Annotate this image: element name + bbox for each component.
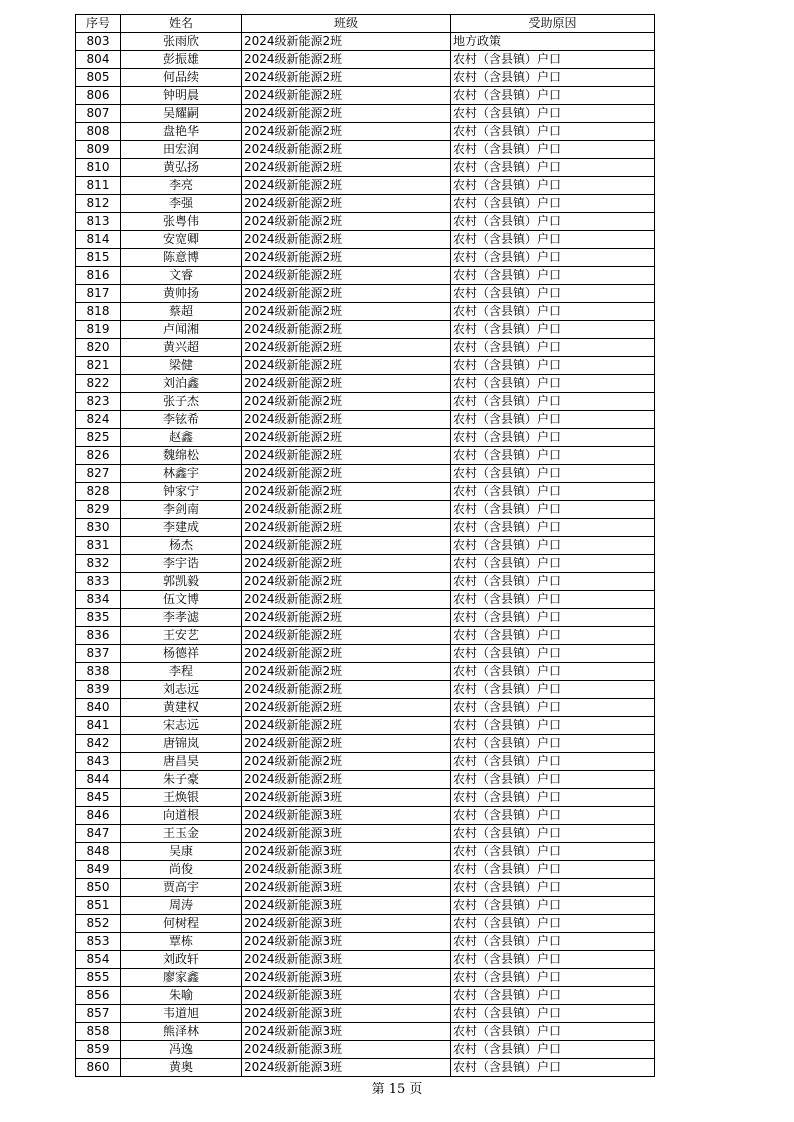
serial-cell: 816 bbox=[76, 267, 121, 285]
class-cell: 2024级新能源2班 bbox=[242, 465, 451, 483]
name-cell: 李建成 bbox=[121, 519, 242, 537]
serial-cell: 842 bbox=[76, 735, 121, 753]
table-row bbox=[76, 249, 655, 267]
serial-cell: 835 bbox=[76, 609, 121, 627]
serial-cell: 850 bbox=[76, 879, 121, 897]
table-row bbox=[76, 267, 655, 285]
name-cell: 梁健 bbox=[121, 357, 242, 375]
table-row bbox=[76, 771, 655, 789]
reason-cell: 农村（含县镇）户口 bbox=[451, 465, 655, 483]
name-cell: 郭凯毅 bbox=[121, 573, 242, 591]
reason-cell: 农村（含县镇）户口 bbox=[451, 753, 655, 771]
table-row bbox=[76, 627, 655, 645]
class-cell: 2024级新能源3班 bbox=[242, 807, 451, 825]
serial-cell: 824 bbox=[76, 411, 121, 429]
table-row bbox=[76, 735, 655, 753]
table-row bbox=[76, 591, 655, 609]
reason-cell: 农村（含县镇）户口 bbox=[451, 339, 655, 357]
serial-cell: 826 bbox=[76, 447, 121, 465]
name-cell: 刘志远 bbox=[121, 681, 242, 699]
table-row bbox=[76, 177, 655, 195]
serial-cell: 812 bbox=[76, 195, 121, 213]
reason-cell: 农村（含县镇）户口 bbox=[451, 519, 655, 537]
table-header bbox=[76, 15, 655, 33]
name-cell: 唐锦岚 bbox=[121, 735, 242, 753]
class-cell: 2024级新能源2班 bbox=[242, 555, 451, 573]
reason-cell: 农村（含县镇）户口 bbox=[451, 123, 655, 141]
class-cell: 2024级新能源3班 bbox=[242, 897, 451, 915]
reason-cell: 农村（含县镇）户口 bbox=[451, 573, 655, 591]
name-cell: 安宽卿 bbox=[121, 231, 242, 249]
class-cell: 2024级新能源2班 bbox=[242, 339, 451, 357]
table-row bbox=[76, 231, 655, 249]
name-cell: 宋志远 bbox=[121, 717, 242, 735]
reason-cell: 农村（含县镇）户口 bbox=[451, 357, 655, 375]
table-body bbox=[76, 33, 655, 1077]
reason-cell: 农村（含县镇）户口 bbox=[451, 429, 655, 447]
serial-cell: 854 bbox=[76, 951, 121, 969]
table-row bbox=[76, 87, 655, 105]
name-cell: 李剑南 bbox=[121, 501, 242, 519]
class-cell: 2024级新能源3班 bbox=[242, 789, 451, 807]
class-cell: 2024级新能源3班 bbox=[242, 933, 451, 951]
name-cell: 李铉希 bbox=[121, 411, 242, 429]
reason-cell: 农村（含县镇）户口 bbox=[451, 987, 655, 1005]
table-row bbox=[76, 105, 655, 123]
reason-cell: 农村（含县镇）户口 bbox=[451, 969, 655, 987]
class-cell: 2024级新能源2班 bbox=[242, 519, 451, 537]
serial-cell: 828 bbox=[76, 483, 121, 501]
table-row bbox=[76, 1059, 655, 1077]
table-row bbox=[76, 357, 655, 375]
reason-cell: 农村（含县镇）户口 bbox=[451, 609, 655, 627]
serial-cell: 841 bbox=[76, 717, 121, 735]
reason-cell: 农村（含县镇）户口 bbox=[451, 825, 655, 843]
name-cell: 黄兴超 bbox=[121, 339, 242, 357]
table-row bbox=[76, 897, 655, 915]
serial-cell: 833 bbox=[76, 573, 121, 591]
table-row bbox=[76, 465, 655, 483]
serial-cell: 836 bbox=[76, 627, 121, 645]
class-cell: 2024级新能源2班 bbox=[242, 501, 451, 519]
reason-cell: 农村（含县镇）户口 bbox=[451, 771, 655, 789]
reason-cell: 农村（含县镇）户口 bbox=[451, 483, 655, 501]
class-cell: 2024级新能源2班 bbox=[242, 447, 451, 465]
reason-cell: 农村（含县镇）户口 bbox=[451, 303, 655, 321]
reason-cell: 农村（含县镇）户口 bbox=[451, 555, 655, 573]
reason-cell: 农村（含县镇）户口 bbox=[451, 87, 655, 105]
name-cell: 刘泊鑫 bbox=[121, 375, 242, 393]
class-cell: 2024级新能源3班 bbox=[242, 825, 451, 843]
class-cell: 2024级新能源2班 bbox=[242, 285, 451, 303]
table-row bbox=[76, 159, 655, 177]
serial-cell: 823 bbox=[76, 393, 121, 411]
serial-cell: 825 bbox=[76, 429, 121, 447]
name-cell: 何树程 bbox=[121, 915, 242, 933]
table-row bbox=[76, 51, 655, 69]
name-cell: 钟明晨 bbox=[121, 87, 242, 105]
serial-cell: 857 bbox=[76, 1005, 121, 1023]
name-cell: 杨德祥 bbox=[121, 645, 242, 663]
name-cell: 贾高宇 bbox=[121, 879, 242, 897]
table-row bbox=[76, 429, 655, 447]
serial-cell: 856 bbox=[76, 987, 121, 1005]
reason-cell: 农村（含县镇）户口 bbox=[451, 231, 655, 249]
table-row bbox=[76, 537, 655, 555]
serial-cell: 837 bbox=[76, 645, 121, 663]
table-row bbox=[76, 141, 655, 159]
reason-cell: 农村（含县镇）户口 bbox=[451, 447, 655, 465]
reason-cell: 农村（含县镇）户口 bbox=[451, 951, 655, 969]
serial-cell: 840 bbox=[76, 699, 121, 717]
class-cell: 2024级新能源2班 bbox=[242, 249, 451, 267]
class-cell: 2024级新能源3班 bbox=[242, 987, 451, 1005]
name-cell: 周涛 bbox=[121, 897, 242, 915]
name-cell: 向道根 bbox=[121, 807, 242, 825]
serial-cell: 807 bbox=[76, 105, 121, 123]
class-cell: 2024级新能源2班 bbox=[242, 735, 451, 753]
reason-cell: 农村（含县镇）户口 bbox=[451, 177, 655, 195]
table-row bbox=[76, 321, 655, 339]
serial-cell: 814 bbox=[76, 231, 121, 249]
table-row bbox=[76, 555, 655, 573]
reason-cell: 农村（含县镇）户口 bbox=[451, 789, 655, 807]
name-cell: 张粤伟 bbox=[121, 213, 242, 231]
serial-cell: 805 bbox=[76, 69, 121, 87]
reason-cell: 农村（含县镇）户口 bbox=[451, 1005, 655, 1023]
serial-cell: 831 bbox=[76, 537, 121, 555]
class-cell: 2024级新能源3班 bbox=[242, 1023, 451, 1041]
name-cell: 冯逸 bbox=[121, 1041, 242, 1059]
serial-cell: 821 bbox=[76, 357, 121, 375]
reason-cell: 农村（含县镇）户口 bbox=[451, 285, 655, 303]
name-cell: 李孝滤 bbox=[121, 609, 242, 627]
class-cell: 2024级新能源2班 bbox=[242, 627, 451, 645]
class-cell: 2024级新能源2班 bbox=[242, 411, 451, 429]
name-cell: 朱喻 bbox=[121, 987, 242, 1005]
serial-cell: 818 bbox=[76, 303, 121, 321]
reason-cell: 农村（含县镇）户口 bbox=[451, 1023, 655, 1041]
serial-cell: 810 bbox=[76, 159, 121, 177]
name-cell: 黄建权 bbox=[121, 699, 242, 717]
name-cell: 刘政轩 bbox=[121, 951, 242, 969]
name-cell: 尚俊 bbox=[121, 861, 242, 879]
class-cell: 2024级新能源2班 bbox=[242, 123, 451, 141]
table-row bbox=[76, 789, 655, 807]
reason-cell: 农村（含县镇）户口 bbox=[451, 807, 655, 825]
reason-cell: 农村（含县镇）户口 bbox=[451, 375, 655, 393]
name-cell: 王安艺 bbox=[121, 627, 242, 645]
class-cell: 2024级新能源3班 bbox=[242, 843, 451, 861]
table-row bbox=[76, 843, 655, 861]
name-cell: 王玉金 bbox=[121, 825, 242, 843]
serial-cell: 839 bbox=[76, 681, 121, 699]
table-row bbox=[76, 951, 655, 969]
table-row bbox=[76, 393, 655, 411]
class-cell: 2024级新能源2班 bbox=[242, 591, 451, 609]
class-cell: 2024级新能源2班 bbox=[242, 645, 451, 663]
serial-cell: 847 bbox=[76, 825, 121, 843]
serial-cell: 843 bbox=[76, 753, 121, 771]
serial-cell: 859 bbox=[76, 1041, 121, 1059]
name-cell: 黄帅扬 bbox=[121, 285, 242, 303]
serial-cell: 852 bbox=[76, 915, 121, 933]
class-cell: 2024级新能源2班 bbox=[242, 663, 451, 681]
reason-cell: 农村（含县镇）户口 bbox=[451, 627, 655, 645]
class-cell: 2024级新能源2班 bbox=[242, 213, 451, 231]
serial-cell: 860 bbox=[76, 1059, 121, 1077]
serial-cell: 830 bbox=[76, 519, 121, 537]
serial-cell: 809 bbox=[76, 141, 121, 159]
header-reason: 受助原因 bbox=[451, 15, 655, 33]
table-row bbox=[76, 303, 655, 321]
name-cell: 盘艳华 bbox=[121, 123, 242, 141]
class-cell: 2024级新能源2班 bbox=[242, 609, 451, 627]
class-cell: 2024级新能源2班 bbox=[242, 375, 451, 393]
serial-cell: 846 bbox=[76, 807, 121, 825]
table-row bbox=[76, 807, 655, 825]
name-cell: 李宇诰 bbox=[121, 555, 242, 573]
reason-cell: 农村（含县镇）户口 bbox=[451, 663, 655, 681]
header-serial: 序号 bbox=[76, 15, 121, 33]
name-cell: 廖家鑫 bbox=[121, 969, 242, 987]
name-cell: 熊泽林 bbox=[121, 1023, 242, 1041]
class-cell: 2024级新能源2班 bbox=[242, 177, 451, 195]
reason-cell: 农村（含县镇）户口 bbox=[451, 591, 655, 609]
table-row bbox=[76, 519, 655, 537]
reason-cell: 农村（含县镇）户口 bbox=[451, 699, 655, 717]
class-cell: 2024级新能源2班 bbox=[242, 753, 451, 771]
reason-cell: 农村（含县镇）户口 bbox=[451, 717, 655, 735]
class-cell: 2024级新能源2班 bbox=[242, 321, 451, 339]
name-cell: 吴耀嗣 bbox=[121, 105, 242, 123]
reason-cell: 农村（含县镇）户口 bbox=[451, 879, 655, 897]
reason-cell: 农村（含县镇）户口 bbox=[451, 1059, 655, 1077]
class-cell: 2024级新能源3班 bbox=[242, 969, 451, 987]
header-class: 班级 bbox=[242, 15, 451, 33]
name-cell: 何品续 bbox=[121, 69, 242, 87]
name-cell: 覃栋 bbox=[121, 933, 242, 951]
reason-cell: 农村（含县镇）户口 bbox=[451, 159, 655, 177]
serial-cell: 806 bbox=[76, 87, 121, 105]
table-row bbox=[76, 969, 655, 987]
reason-cell: 农村（含县镇）户口 bbox=[451, 915, 655, 933]
name-cell: 朱子豪 bbox=[121, 771, 242, 789]
name-cell: 唐昌昊 bbox=[121, 753, 242, 771]
name-cell: 黄弘扬 bbox=[121, 159, 242, 177]
serial-cell: 827 bbox=[76, 465, 121, 483]
table-row bbox=[76, 645, 655, 663]
page-number: 第 15 页 bbox=[371, 1082, 423, 1097]
table-row bbox=[76, 663, 655, 681]
serial-cell: 820 bbox=[76, 339, 121, 357]
table-row bbox=[76, 1041, 655, 1059]
name-cell: 陈意博 bbox=[121, 249, 242, 267]
class-cell: 2024级新能源2班 bbox=[242, 717, 451, 735]
reason-cell: 农村（含县镇）户口 bbox=[451, 861, 655, 879]
reason-cell: 农村（含县镇）户口 bbox=[451, 267, 655, 285]
table-row bbox=[76, 573, 655, 591]
class-cell: 2024级新能源3班 bbox=[242, 1041, 451, 1059]
serial-cell: 855 bbox=[76, 969, 121, 987]
class-cell: 2024级新能源2班 bbox=[242, 573, 451, 591]
class-cell: 2024级新能源2班 bbox=[242, 33, 451, 51]
table-row bbox=[76, 501, 655, 519]
class-cell: 2024级新能源3班 bbox=[242, 879, 451, 897]
table-row bbox=[76, 879, 655, 897]
class-cell: 2024级新能源2班 bbox=[242, 141, 451, 159]
reason-cell: 农村（含县镇）户口 bbox=[451, 897, 655, 915]
class-cell: 2024级新能源2班 bbox=[242, 69, 451, 87]
reason-cell: 农村（含县镇）户口 bbox=[451, 393, 655, 411]
serial-cell: 803 bbox=[76, 33, 121, 51]
header-row bbox=[76, 15, 655, 33]
table-row bbox=[76, 717, 655, 735]
serial-cell: 804 bbox=[76, 51, 121, 69]
header-name: 姓名 bbox=[121, 15, 242, 33]
serial-cell: 848 bbox=[76, 843, 121, 861]
class-cell: 2024级新能源2班 bbox=[242, 699, 451, 717]
reason-cell: 农村（含县镇）户口 bbox=[451, 105, 655, 123]
serial-cell: 844 bbox=[76, 771, 121, 789]
table-row bbox=[76, 213, 655, 231]
serial-cell: 815 bbox=[76, 249, 121, 267]
class-cell: 2024级新能源2班 bbox=[242, 393, 451, 411]
reason-cell: 农村（含县镇）户口 bbox=[451, 645, 655, 663]
class-cell: 2024级新能源3班 bbox=[242, 1005, 451, 1023]
class-cell: 2024级新能源2班 bbox=[242, 771, 451, 789]
reason-cell: 农村（含县镇）户口 bbox=[451, 735, 655, 753]
name-cell: 张雨欣 bbox=[121, 33, 242, 51]
class-cell: 2024级新能源2班 bbox=[242, 357, 451, 375]
serial-cell: 817 bbox=[76, 285, 121, 303]
class-cell: 2024级新能源2班 bbox=[242, 483, 451, 501]
table-row bbox=[76, 609, 655, 627]
serial-cell: 832 bbox=[76, 555, 121, 573]
class-cell: 2024级新能源2班 bbox=[242, 87, 451, 105]
table-row bbox=[76, 123, 655, 141]
reason-cell: 农村（含县镇）户口 bbox=[451, 411, 655, 429]
class-cell: 2024级新能源2班 bbox=[242, 231, 451, 249]
name-cell: 吴康 bbox=[121, 843, 242, 861]
class-cell: 2024级新能源2班 bbox=[242, 267, 451, 285]
table-row bbox=[76, 483, 655, 501]
table-row bbox=[76, 825, 655, 843]
reason-cell: 农村（含县镇）户口 bbox=[451, 321, 655, 339]
serial-cell: 834 bbox=[76, 591, 121, 609]
class-cell: 2024级新能源2班 bbox=[242, 429, 451, 447]
table-row bbox=[76, 69, 655, 87]
table-row bbox=[76, 699, 655, 717]
table-row bbox=[76, 753, 655, 771]
table-row bbox=[76, 1005, 655, 1023]
reason-cell: 农村（含县镇）户口 bbox=[451, 195, 655, 213]
class-cell: 2024级新能源2班 bbox=[242, 195, 451, 213]
serial-cell: 838 bbox=[76, 663, 121, 681]
class-cell: 2024级新能源2班 bbox=[242, 537, 451, 555]
class-cell: 2024级新能源2班 bbox=[242, 159, 451, 177]
serial-cell: 822 bbox=[76, 375, 121, 393]
name-cell: 赵鑫 bbox=[121, 429, 242, 447]
name-cell: 田宏润 bbox=[121, 141, 242, 159]
reason-cell: 农村（含县镇）户口 bbox=[451, 933, 655, 951]
name-cell: 卢闻湘 bbox=[121, 321, 242, 339]
name-cell: 李程 bbox=[121, 663, 242, 681]
class-cell: 2024级新能源2班 bbox=[242, 105, 451, 123]
class-cell: 2024级新能源2班 bbox=[242, 51, 451, 69]
name-cell: 王焕银 bbox=[121, 789, 242, 807]
reason-cell: 农村（含县镇）户口 bbox=[451, 51, 655, 69]
name-cell: 钟家宁 bbox=[121, 483, 242, 501]
reason-cell: 农村（含县镇）户口 bbox=[451, 681, 655, 699]
class-cell: 2024级新能源3班 bbox=[242, 915, 451, 933]
table-row bbox=[76, 447, 655, 465]
name-cell: 韦道旭 bbox=[121, 1005, 242, 1023]
name-cell: 李亮 bbox=[121, 177, 242, 195]
table-row bbox=[76, 915, 655, 933]
serial-cell: 819 bbox=[76, 321, 121, 339]
table-row bbox=[76, 285, 655, 303]
class-cell: 2024级新能源3班 bbox=[242, 861, 451, 879]
name-cell: 张子杰 bbox=[121, 393, 242, 411]
table-row bbox=[76, 861, 655, 879]
serial-cell: 849 bbox=[76, 861, 121, 879]
serial-cell: 808 bbox=[76, 123, 121, 141]
serial-cell: 858 bbox=[76, 1023, 121, 1041]
name-cell: 蔡超 bbox=[121, 303, 242, 321]
name-cell: 黄奥 bbox=[121, 1059, 242, 1077]
table-row bbox=[76, 411, 655, 429]
reason-cell: 地方政策 bbox=[451, 33, 655, 51]
reason-cell: 农村（含县镇）户口 bbox=[451, 1041, 655, 1059]
serial-cell: 853 bbox=[76, 933, 121, 951]
name-cell: 魏绵松 bbox=[121, 447, 242, 465]
serial-cell: 829 bbox=[76, 501, 121, 519]
table-row bbox=[76, 681, 655, 699]
reason-cell: 农村（含县镇）户口 bbox=[451, 69, 655, 87]
class-cell: 2024级新能源3班 bbox=[242, 951, 451, 969]
table-row bbox=[76, 339, 655, 357]
name-cell: 林鑫宇 bbox=[121, 465, 242, 483]
reason-cell: 农村（含县镇）户口 bbox=[451, 213, 655, 231]
class-cell: 2024级新能源2班 bbox=[242, 303, 451, 321]
reason-cell: 农村（含县镇）户口 bbox=[451, 843, 655, 861]
reason-cell: 农村（含县镇）户口 bbox=[451, 537, 655, 555]
serial-cell: 851 bbox=[76, 897, 121, 915]
name-cell: 彭振雄 bbox=[121, 51, 242, 69]
reason-cell: 农村（含县镇）户口 bbox=[451, 501, 655, 519]
reason-cell: 农村（含县镇）户口 bbox=[451, 249, 655, 267]
serial-cell: 813 bbox=[76, 213, 121, 231]
table-row bbox=[76, 987, 655, 1005]
table-row bbox=[76, 33, 655, 51]
serial-cell: 845 bbox=[76, 789, 121, 807]
table-row bbox=[76, 195, 655, 213]
table-row bbox=[76, 1023, 655, 1041]
reason-cell: 农村（含县镇）户口 bbox=[451, 141, 655, 159]
table-row bbox=[76, 375, 655, 393]
name-cell: 杨杰 bbox=[121, 537, 242, 555]
table-row bbox=[76, 933, 655, 951]
class-cell: 2024级新能源3班 bbox=[242, 1059, 451, 1077]
name-cell: 文睿 bbox=[121, 267, 242, 285]
serial-cell: 811 bbox=[76, 177, 121, 195]
student-aid-table bbox=[75, 14, 655, 1077]
name-cell: 李强 bbox=[121, 195, 242, 213]
name-cell: 伍文博 bbox=[121, 591, 242, 609]
class-cell: 2024级新能源2班 bbox=[242, 681, 451, 699]
